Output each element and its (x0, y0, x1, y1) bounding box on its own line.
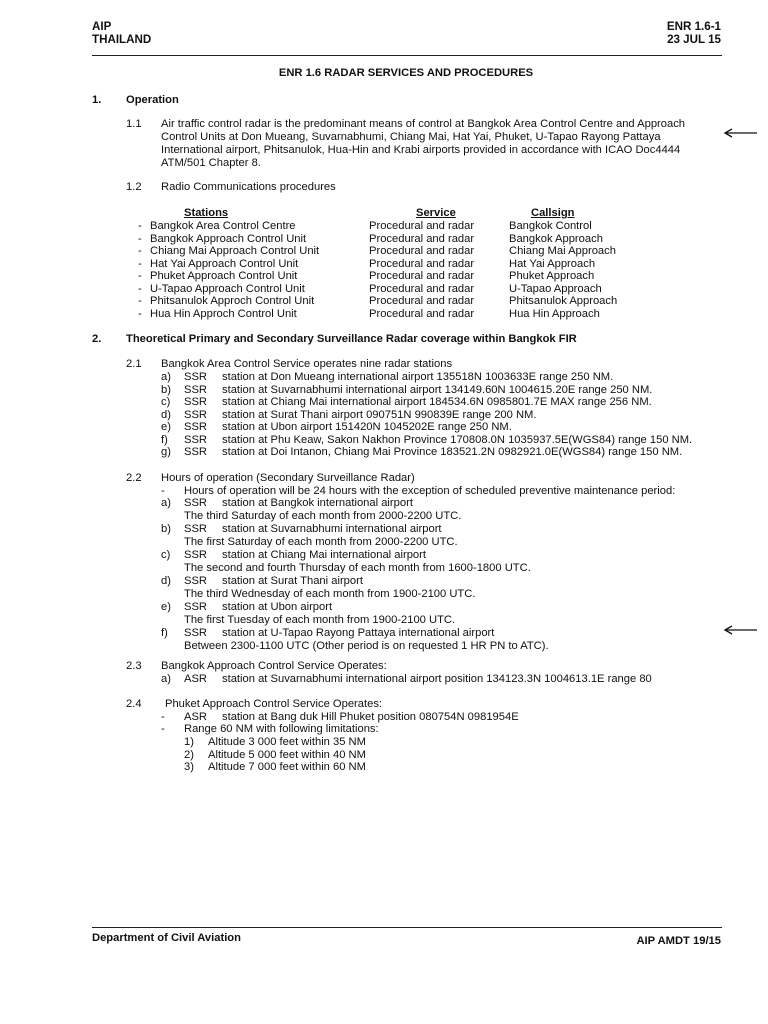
callsign-cell: Phitsanulok Approach (509, 295, 618, 307)
footer-rule (92, 927, 722, 928)
item-letter: g) (161, 446, 171, 458)
para-1-1-line: Control Units at Don Mueang, Suvarnabhumi, Chiang Mai, Hat Yai, Phuket, U-Tapao Rayong Pattaya (161, 131, 661, 143)
radar-type: SSR (184, 601, 208, 613)
item-text: station at Phu Keaw, Sakon Nakhon Province 170808.0N 1035937.5E(WGS84) range 150 NM. (222, 433, 693, 446)
footer-amendment: AIP AMDT 19/15 (636, 935, 721, 947)
para-1-1-line: International airport, Phitsanulok, Hua-Hin and Krabi airports provided in accordance with ICAO Doc4444 (161, 144, 681, 156)
item-schedule: Between 2300-1100 UTC (Other period is on requested 1 HR PN to ATC). (184, 640, 549, 652)
item-schedule: The third Wednesday of each month from 1900-2100 UTC. (184, 588, 476, 600)
item-text: station at Surat Thani airport (222, 575, 363, 587)
callsign-cell: U-Tapao Approach (509, 282, 602, 295)
callsign-cell: Phuket Approach (509, 270, 595, 282)
item-text: station at Don Mueang international airport 135518N 1003633E range 250 NM. (222, 371, 614, 383)
radar-type: SSR (184, 497, 208, 509)
item-letter: d) (161, 408, 171, 421)
service-cell: Procedural and radar (369, 295, 475, 307)
item-letter: f) (161, 433, 168, 446)
para-2-4-line2: Range 60 NM with following limitations: (184, 723, 379, 735)
item-text: station at Surat Thani airport 090751N 990839E range 200 NM. (222, 408, 537, 421)
radar-type: SSR (184, 523, 208, 535)
service-cell: Procedural and radar (369, 245, 475, 257)
table-row-dash: - (138, 257, 142, 270)
callsign-cell: Bangkok Approach (509, 232, 603, 245)
radar-type: SSR (184, 408, 208, 421)
item-schedule: The third Saturday of each month from 2000-2200 UTC. (184, 510, 462, 522)
header-date: 23 JUL 15 (667, 33, 721, 46)
para-2-3-type: ASR (184, 673, 208, 685)
item-letter: a) (161, 371, 171, 383)
item-text: station at Doi Intanon, Chiang Mai Province 183521.2N 0982921.0E(WGS84) range 150 NM. (222, 446, 683, 458)
station-cell: Phitsanulok Approch Control Unit (150, 295, 315, 307)
table-header-service: Service (416, 207, 456, 219)
header-aip: AIP (92, 20, 112, 33)
amendment-arrow-icon (723, 128, 757, 138)
radar-type: SSR (184, 396, 208, 408)
item-letter: c) (161, 396, 171, 408)
footer-department: Department of Civil Aviation (92, 932, 241, 944)
item-text: station at Suvarnabhumi international airport (222, 523, 442, 535)
table-row-dash: - (138, 245, 142, 257)
para-2-1-text: Bangkok Area Control Service operates nine radar stations (161, 358, 453, 370)
limit-number: 3) (184, 761, 194, 773)
para-1-2-number: 1.2 (126, 181, 142, 193)
limit-text: Altitude 5 000 feet within 40 NM (208, 748, 366, 761)
para-2-2-dash: - (161, 485, 165, 497)
limit-text: Altitude 3 000 feet within 35 NM (208, 736, 366, 748)
header-rule (92, 55, 722, 56)
service-cell: Procedural and radar (369, 232, 475, 245)
service-cell: Procedural and radar (369, 307, 475, 320)
item-schedule: The first Tuesday of each month from 1900-2100 UTC. (184, 614, 456, 626)
table-row-dash: - (138, 232, 142, 245)
section-2-number: 2. (92, 333, 102, 345)
para-2-1-number: 2.1 (126, 358, 142, 370)
amendment-arrow-icon (723, 625, 757, 635)
para-2-4-text: Phuket Approach Control Service Operates: (165, 698, 383, 710)
item-letter: b) (161, 383, 171, 396)
para-2-3-item: station at Suvarnabhumi international airport position 134123.3N 1004613.1E range 80 (222, 673, 652, 685)
table-row-dash: - (138, 282, 142, 295)
station-cell: Hua Hin Approch Control Unit (150, 307, 297, 320)
limit-number: 1) (184, 736, 194, 748)
para-1-1-number: 1.1 (126, 118, 142, 130)
para-2-2-number: 2.2 (126, 472, 142, 484)
item-letter: e) (161, 601, 171, 613)
para-2-3-number: 2.3 (126, 660, 142, 672)
item-text: station at Ubon airport (222, 601, 333, 613)
para-1-2-text: Radio Communications procedures (161, 181, 336, 193)
service-cell: Procedural and radar (369, 220, 475, 232)
section-1-heading: Operation (126, 94, 179, 106)
section-2-heading: Theoretical Primary and Secondary Surveillance Radar coverage within Bangkok FIR (126, 333, 577, 345)
para-2-2-text: Hours of operation (Secondary Surveillance Radar) (161, 472, 415, 484)
header-thailand: THAILAND (92, 33, 152, 46)
para-2-4-number: 2.4 (126, 698, 142, 710)
item-letter: c) (161, 549, 171, 561)
table-header-stations: Stations (184, 207, 229, 219)
table-row-dash: - (138, 295, 142, 307)
header-page-number: ENR 1.6-1 (666, 20, 721, 33)
station-cell: Phuket Approach Control Unit (150, 270, 298, 282)
station-cell: Hat Yai Approach Control Unit (150, 257, 299, 270)
radar-type: SSR (184, 383, 208, 396)
radar-type: SSR (184, 446, 208, 458)
para-1-1-line: ATM/501 Chapter 8. (161, 157, 261, 169)
radar-type: SSR (184, 549, 208, 561)
callsign-cell: Hua Hin Approach (509, 307, 600, 320)
para-2-3-text: Bangkok Approach Control Service Operates: (161, 660, 387, 672)
page-title: ENR 1.6 RADAR SERVICES AND PROCEDURES (278, 67, 534, 79)
radar-type: SSR (184, 421, 208, 433)
radar-type: SSR (184, 433, 208, 446)
item-schedule: The first Saturday of each month from 2000-2200 UTC. (184, 536, 458, 548)
para-2-4-type: ASR (184, 711, 208, 723)
callsign-cell: Chiang Mai Approach (509, 245, 616, 257)
para-2-4-dash: - (161, 711, 165, 723)
item-text: station at Ubon airport 151420N 1045202E range 250 NM. (222, 421, 512, 433)
item-letter: b) (161, 523, 171, 535)
limit-text: Altitude 7 000 feet within 60 NM (208, 761, 366, 773)
radar-type: SSR (184, 371, 208, 383)
station-cell: Bangkok Area Control Centre (150, 220, 296, 232)
table-header-callsign: Callsign (531, 207, 575, 219)
item-letter: a) (161, 497, 171, 509)
limit-number: 2) (184, 748, 194, 761)
callsign-cell: Bangkok Control (509, 220, 592, 232)
item-letter: d) (161, 575, 171, 587)
service-cell: Procedural and radar (369, 257, 475, 270)
station-cell: Chiang Mai Approach Control Unit (150, 245, 320, 257)
para-2-4-line1: station at Bang duk Hill Phuket position 080754N 0981954E (222, 711, 519, 723)
item-text: station at Bangkok international airport (222, 497, 413, 509)
station-cell: Bangkok Approach Control Unit (150, 232, 307, 245)
para-2-3-letter: a) (161, 673, 171, 685)
service-cell: Procedural and radar (369, 270, 475, 282)
radar-type: SSR (184, 575, 208, 587)
item-text: station at Chiang Mai international airport 184534.6N 0985801.7E MAX range 256 NM. (222, 396, 652, 408)
item-text: station at U-Tapao Rayong Pattaya international airport (222, 627, 495, 639)
item-letter: e) (161, 421, 171, 433)
item-text: station at Suvarnabhumi international airport 134149.60N 1004615.20E range 250 NM. (222, 383, 653, 396)
para-1-1-line: Air traffic control radar is the predominant means of control at Bangkok Area Control Centre and Approach (161, 118, 686, 130)
item-schedule: The second and fourth Thursday of each month from 1600-1800 UTC. (184, 562, 531, 574)
radar-type: SSR (184, 627, 208, 639)
para-2-2-dash-text: Hours of operation will be 24 hours with the exception of scheduled preventive maintenance period: (184, 485, 676, 497)
item-text: station at Chiang Mai international airport (222, 549, 426, 561)
para-2-4-dash: - (161, 723, 165, 735)
service-cell: Procedural and radar (369, 282, 475, 295)
station-cell: U-Tapao Approach Control Unit (150, 282, 305, 295)
item-letter: f) (161, 627, 168, 639)
table-row-dash: - (138, 270, 142, 282)
section-1-number: 1. (92, 94, 102, 106)
table-row-dash: - (138, 220, 142, 232)
table-row-dash: - (138, 307, 142, 320)
callsign-cell: Hat Yai Approach (509, 257, 596, 270)
